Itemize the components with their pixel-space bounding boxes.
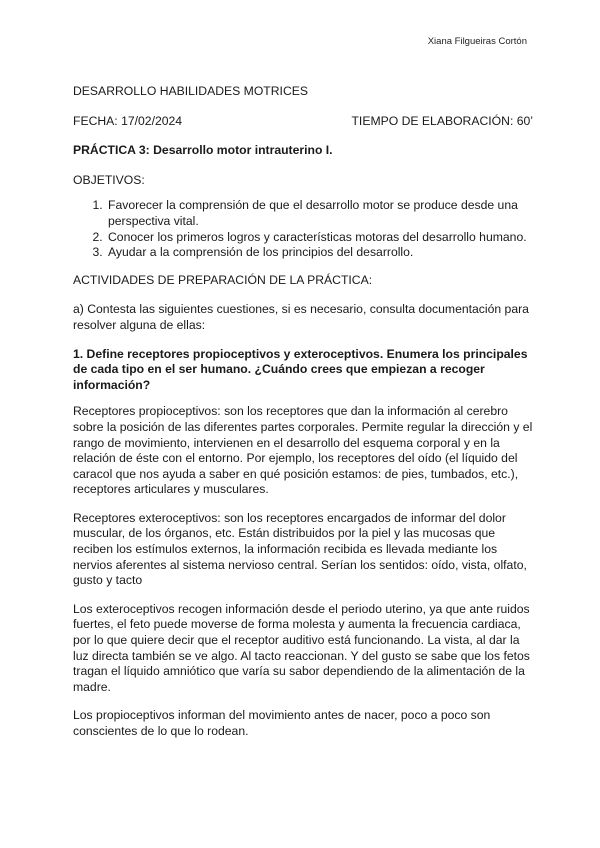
author-name: Xiana Filgueiras Cortón [427, 36, 527, 47]
answer-paragraph-exteroceptive-timing: Los exteroceptivos recogen información desde el periodo uterino, ya que ante ruidos fuertes, el feto puede moverse de forma molesta y aumenta la frecuencia cardiaca, por lo que quiere decir que el receptor auditivo está funcionando. La vista, al dar la luz directa también se ve algo. Al tacto reaccionan. Y del gusto se sabe que los fetos tragan el líquido amniótico que varía su sabor dependiendo de la alimentación de la madre. [73, 601, 530, 694]
practice-title: PRÁCTICA 3: Desarrollo motor intrauterino I. [73, 143, 333, 158]
date-time-row [73, 114, 533, 130]
document-title: DESARROLLO HABILIDADES MOTRICES [73, 84, 309, 98]
activities-intro: a) Contesta las siguientes cuestiones, si es necesario, consulta documentación para resolver alguna de ellas: [73, 302, 529, 332]
elaboration-time-label: TIEMPO DE ELABORACIÓN: 60’ [351, 113, 533, 128]
answer-paragraph-proprioceptive: Receptores propioceptivos: son los receptores que dan la información al cerebro sobre la posición de las diferentes partes corporales. Permite regular la dirección y el rango de movimiento, intervienen en el desarrollo del esquema corporal y en la relación de éste con el entorno. Por ejemplo, los receptores del oído (el líquido del caracol que nos ayuda a saber en qué posición estamos: de pies, tumbados, etc.), receptores articulares y musculares. [73, 404, 533, 497]
objectives-list [73, 198, 533, 260]
objective-item: 3. Ayudar a la comprensión de los principios del desarrollo. [106, 245, 533, 261]
answer-paragraph-exteroceptive: Receptores exteroceptivos: son los receptores encargados de informar del dolor muscular, de los órganos, etc. Están distribuidos por la piel y las mucosas que reciben los estímulos externos, la información recibida es llevada mediante los nervios aferentes al sistema nervioso central. Serían los sentidos: oído, vista, olfato, gusto y tacto [73, 510, 527, 588]
document-body [73, 84, 533, 753]
objective-item: 2. Conocer los primeros logros y características motoras del desarrollo humano. [106, 230, 533, 246]
date-label: FECHA: 17/02/2024 [73, 113, 183, 128]
activities-heading: ACTIVIDADES DE PREPARACIÓN DE LA PRÁCTICA: [73, 272, 373, 287]
objective-item: 1. Favorecer la comprensión de que el desarrollo motor se produce desde una perspectiva vital. [106, 198, 533, 229]
objectives-heading: OBJETIVOS: [73, 172, 145, 187]
question-1: 1. Define receptores propioceptivos y exteroceptivos. Enumera los principales de cada tipo en el ser humano. ¿Cuándo crees que empiezan a recoger información? [73, 346, 528, 392]
answer-paragraph-proprioceptive-timing: Los propioceptivos informan del movimiento antes de nacer, poco a poco son conscientes de lo que lo rodean. [73, 708, 491, 738]
